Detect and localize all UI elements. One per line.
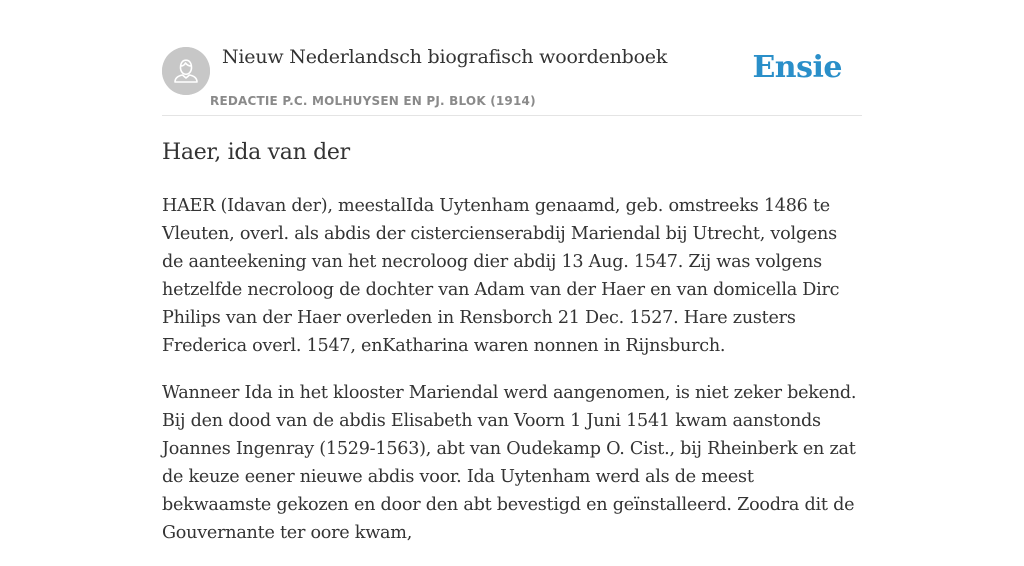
source-header (162, 40, 862, 116)
article-title: Haer, ida van der (162, 140, 350, 165)
person-silhouette-icon (162, 47, 210, 95)
article-paragraph: HAER (Idavan der), meestalIda Uytenham genaamd, geb. omstreeks 1486 te Vleuten, overl. als abdis der cistercienserabdij Mariendal bij Utrecht, volgens de aanteekening van het necroloog dier abdij 13 Aug. 1547. Zij was volgens hetzelfde necroloog de dochter van Adam van der Haer en van domicella Dirc Philips van der Haer overleden in Rensborch 21 Dec. 1527. Hare zusters Frederica overl. 1547, enKatharina waren nonnen in Rijnsburch. (162, 196, 840, 356)
article-body (162, 192, 862, 566)
article-paragraph: Wanneer Ida in het klooster Mariendal werd aangenomen, is niet zeker bekend. Bij den dood van de abdis Elisabeth van Voorn 1 Juni 1541 kwam aanstonds Joannes Ingenray (1529-1563), abt van Oudekamp O. Cist., bij Rheinberk en zat de keuze eener nieuwe abdis voor. Ida Uytenham werd als de meest bekwaamste gekozen en door den abt bevestigd en geïnstalleerd. Zoodra dit de Gouvernante ter oore kwam, (162, 383, 857, 543)
brand-logo[interactable]: Ensie (752, 50, 842, 85)
source-title[interactable]: Nieuw Nederlandsch biografisch woordenboek (222, 46, 668, 68)
source-editors: REDACTIE P.C. MOLHUYSEN EN PJ. BLOK (1914) (210, 94, 536, 108)
